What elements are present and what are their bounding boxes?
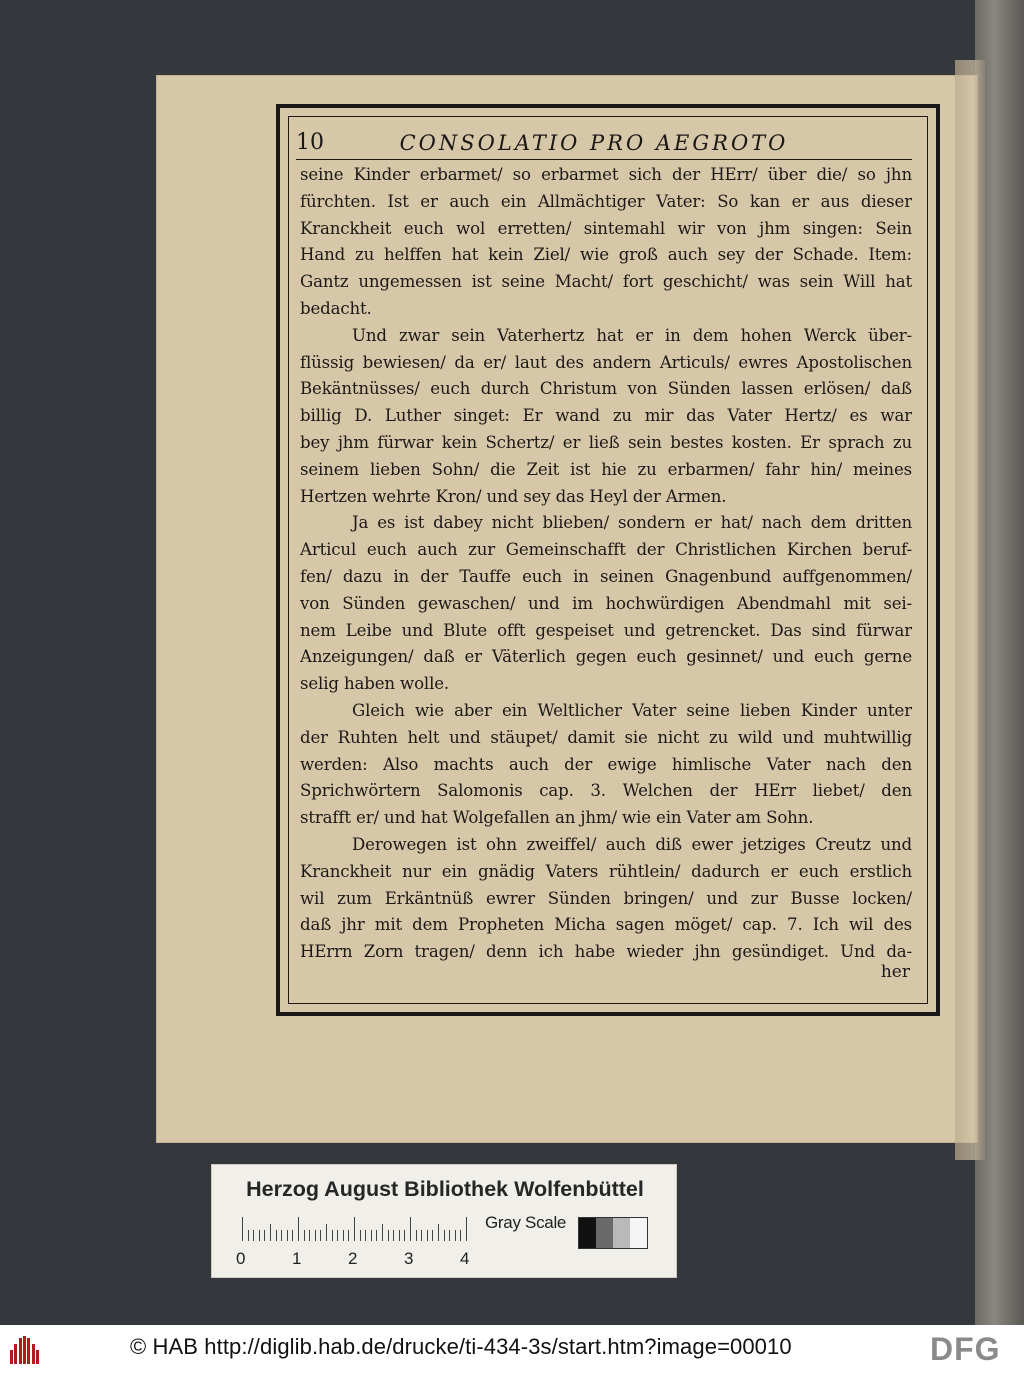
ruler-label: 2 <box>348 1249 358 1268</box>
ruler-tick <box>360 1230 361 1241</box>
hab-logo-bar <box>19 1338 22 1364</box>
ruler-tick <box>281 1230 282 1241</box>
running-title: CONSOLATIO PRO AEGROTO <box>399 130 789 155</box>
ruler-tick <box>253 1230 254 1241</box>
text-line: Sprichwörtern Salomonis cap. 3. Welchen der HErr liebet/ den <box>300 781 912 801</box>
ruler-tick <box>315 1230 316 1241</box>
ruler-tick <box>354 1217 355 1241</box>
ruler-tick <box>466 1217 467 1241</box>
library-name: Herzog August Bibliothek Wolfenbüttel <box>246 1177 644 1201</box>
catchword: her <box>880 962 910 982</box>
text-line: Gantz ungemessen ist seine Macht/ fort geschicht/ was sein Will hat <box>300 272 912 292</box>
text-line: Articul euch auch zur Gemeinschafft der Christlichen Kirchen beruf- <box>300 540 912 560</box>
text-line: bey jhm fürwar kein Schertz/ er ließ sein bestes kosten. Er sprach zu <box>300 432 912 452</box>
source-url[interactable]: © HAB http://diglib.hab.de/drucke/ti-434-3s/start.htm?image=00010 <box>130 1334 792 1359</box>
color-card <box>211 1164 677 1278</box>
gray-scale-swatches <box>578 1217 648 1249</box>
ruler-tick <box>393 1230 394 1241</box>
ruler-tick <box>376 1230 377 1241</box>
ruler-tick <box>432 1230 433 1241</box>
text-line: Ja es ist dabey nicht blieben/ sondern er hat/ nach dem dritten <box>352 513 912 533</box>
hab-logo-bar <box>23 1336 26 1364</box>
text-line: seine Kinder erbarmet/ so erbarmet sich der HErr/ über die/ so jhn <box>300 165 912 184</box>
text-line: fen/ dazu in der Tauffe euch in seinen Gnagenbund auffgenommen/ <box>300 566 912 586</box>
ruler-tick <box>298 1217 299 1241</box>
gray-swatch <box>596 1218 613 1248</box>
ruler-label: 4 <box>460 1249 470 1268</box>
ruler-tick <box>248 1230 249 1241</box>
hab-logo-bar <box>27 1338 30 1364</box>
ruler-tick <box>416 1230 417 1241</box>
ruler-tick <box>444 1230 445 1241</box>
text-line: Und zwar sein Vaterhertz hat er in dem hohen Werck über- <box>352 325 912 345</box>
ruler-tick <box>259 1230 260 1241</box>
ruler-tick <box>332 1230 333 1241</box>
ruler-tick <box>399 1230 400 1241</box>
text-line: werden: Also machts auch der ewige himlische Vater nach den <box>300 754 912 774</box>
text-line: nem Leibe und Blute offt gespeiset und getrencket. Das sind fürwar <box>300 620 912 640</box>
hab-logo-bar <box>36 1350 39 1364</box>
ruler-tick <box>404 1230 405 1241</box>
hab-logo-bar <box>14 1344 17 1364</box>
ruler-tick <box>309 1230 310 1241</box>
running-head <box>296 126 912 160</box>
text-line: selig haben wolle. <box>300 674 450 694</box>
ruler-tick <box>388 1230 389 1241</box>
ruler-tick <box>365 1230 366 1241</box>
text-block <box>300 162 912 966</box>
hab-logo-bar <box>32 1344 35 1364</box>
text-line: Gleich wie aber ein Weltlicher Vater seine lieben Kinder unter <box>352 700 912 720</box>
text-line: Bekäntnüsses/ euch durch Christum von Sünden lassen erlösen/ daß <box>300 379 912 399</box>
text-line: Derowegen ist ohn zweiffel/ auch diß ewer jetziges Creutz und <box>352 834 912 854</box>
text-line: Hertzen wehrte Kron/ und sey das Heyl der Armen. <box>300 486 727 506</box>
gray-swatch <box>579 1218 596 1248</box>
ruler-tick <box>264 1230 265 1241</box>
ruler-tick <box>421 1230 422 1241</box>
text-line: der Ruhten helt und stäupet/ damit sie nicht zu wild und muhtwillig <box>300 727 912 747</box>
ruler-tick <box>438 1224 439 1241</box>
text-line: HErrn Zorn tragen/ denn ich habe wieder jhn gesündiget. Und da- <box>300 942 912 962</box>
ruler-tick <box>382 1224 383 1241</box>
gray-swatch <box>613 1218 630 1248</box>
text-line: Kranckheit euch wol erretten/ sintemahl wir von jhm singen: Sein <box>300 218 912 238</box>
ruler-tick <box>455 1230 456 1241</box>
ruler <box>242 1215 474 1241</box>
text-line: fürchten. Ist er auch ein Allmächtiger Vater: So kan er aus dieser <box>300 191 912 211</box>
text-line: Kranckheit nur ein gnädig Vaters rühtlein/ dadurch er euch erstlich <box>300 861 912 881</box>
text-line: Anzeigungen/ daß er Väterlich gegen euch gesinnet/ und euch gerne <box>300 647 912 667</box>
ruler-tick <box>410 1217 411 1241</box>
ruler-tick <box>343 1230 344 1241</box>
text-line: bedacht. <box>300 298 372 318</box>
hab-logo-bar <box>10 1350 13 1364</box>
page-number: 10 <box>296 130 324 155</box>
ruler-tick <box>276 1230 277 1241</box>
ruler-tick <box>449 1230 450 1241</box>
ruler-labels <box>236 1249 496 1269</box>
text-line: flüssig bewiesen/ da er/ laut des andern Articuls/ ewres Apostolischen <box>300 352 912 372</box>
text-line: daß jhr mit dem Propheten Micha sagen möget/ cap. 7. Ich wil des <box>300 915 912 935</box>
text-line: billig D. Luther singet: Er wand zu mir das Vater Hertz/ es war <box>300 406 912 426</box>
text-line: strafft er/ und hat Wolgefallen an jhm/ wie ein Vater am Sohn. <box>300 808 814 828</box>
text-line: von Sünden gewaschen/ und im hochwürdigen Abendmahl mit sei- <box>300 593 912 613</box>
ruler-tick <box>242 1217 243 1241</box>
text-line: wil zum Erkäntnüß ewrer Sünden bringen/ und zur Busse locken/ <box>300 888 912 908</box>
ruler-label: 0 <box>236 1249 246 1268</box>
text-line: seinem lieben Sohn/ die Zeit ist hie zu erbarmen/ fahr hin/ meines <box>300 459 912 479</box>
page-fold-shadow <box>955 60 985 1160</box>
ruler-tick <box>427 1230 428 1241</box>
ruler-label: 3 <box>404 1249 414 1268</box>
text-line: Hand zu helffen hat kein Ziel/ wie groß auch sey der Schade. Item: <box>300 245 912 265</box>
ruler-label: 1 <box>292 1249 302 1268</box>
footer-bar <box>0 1325 1024 1374</box>
ruler-tick <box>270 1224 271 1241</box>
gray-swatch <box>630 1218 647 1248</box>
dfg-logo: DFG <box>930 1331 1001 1367</box>
ruler-tick <box>304 1230 305 1241</box>
ruler-tick <box>292 1230 293 1241</box>
ruler-tick <box>348 1230 349 1241</box>
ruler-tick <box>460 1230 461 1241</box>
ruler-tick <box>326 1224 327 1241</box>
gray-scale-label: Gray Scale <box>485 1213 567 1232</box>
ruler-tick <box>287 1230 288 1241</box>
ruler-tick <box>371 1230 372 1241</box>
ruler-tick <box>337 1230 338 1241</box>
ruler-tick <box>320 1230 321 1241</box>
hab-logo-icon <box>10 1336 40 1364</box>
